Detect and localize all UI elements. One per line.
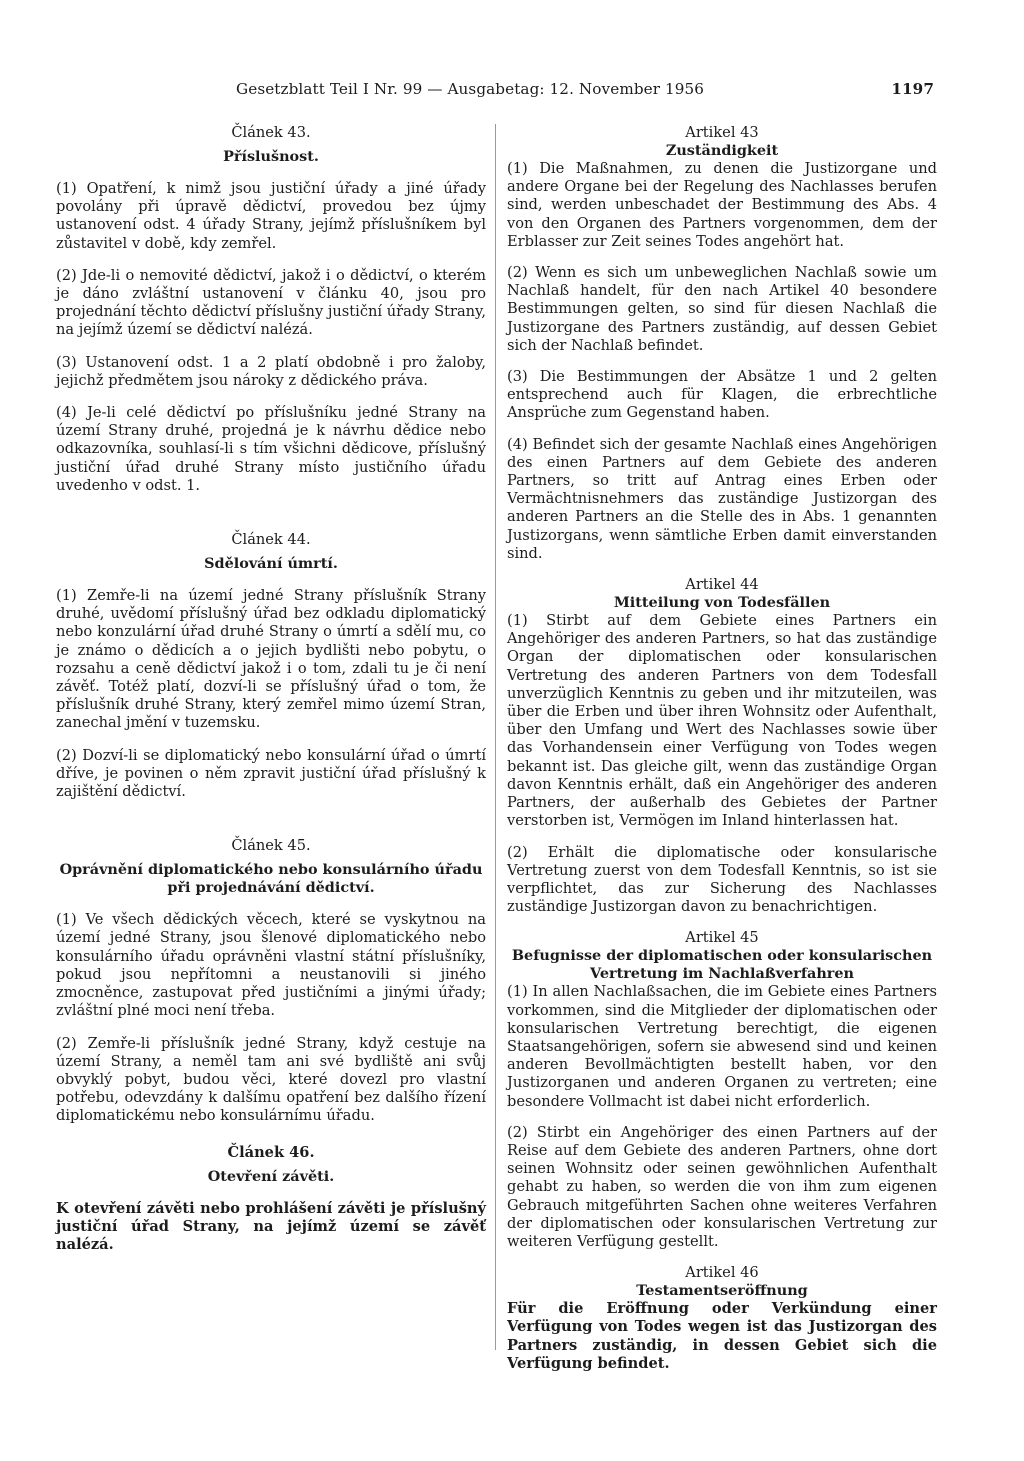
- article-46-label-de: Artikel 46: [685, 1264, 759, 1282]
- article-44-paragraph-2-de: (2) Erhält die diplomatische oder konsularische Vertretung zuerst von dem Todesfall Kenntnis, so ist sie verpflichtet, das zur Sicherung des Nachlasses zuständige Justizorgan davon zu benachrichtigen.: [507, 843, 937, 916]
- article-45-label-cz: Článek 45.: [231, 837, 311, 855]
- article-43-paragraph-1-de: (1) Die Maßnahmen, zu denen die Justizorgane und andere Organe bei der Regelung des Nachlasses berufen sind, werden unbeschadet der Bestimmung des Abs. 4 von den Organen des Partners vorgenommen, dem der Erblasser zur Zeit seines Todes angehört hat.: [507, 160, 937, 250]
- article-44-paragraph-1-de: (1) Stirbt auf dem Gebiete eines Partners ein Angehöriger des anderen Partners, so hat das zuständige Organ der diplomatischen oder konsularischen Vertretung des anderen Partners von dem Todesfall unverzüglich Kenntnis zu geben und ihr mitzuteilen, was über die Erben und über ihren Wohnsitz oder Aufenthalt, über den Umfang und Wert des Nachlasses sowie über das Vorhandensein einer Verfügung von Todes wegen bekannt ist. Das gleiche gilt, wenn das zuständige Organ davon Kenntnis erhält, daß ein Angehöriger des anderen Partners, der außerhalb des Gebietes der Partner verstorben ist, Vermögen im Inland hinterlassen hat.: [507, 612, 937, 830]
- article-43-paragraph-4-cz: (4) Je-li celé dědictví po příslušníku jedné Strany na území Strany druhé, projedná je k návrhu dědice nebo odkazovníka, souhlasí-li s tím všichni dědicove, příslušný justiční úřad druhé Strany místo justičního úřadu uvedenho v odst. 1.: [56, 404, 486, 494]
- article-46-label-cz: Článek 46.: [227, 1143, 315, 1161]
- article-44-paragraph-1-cz: (1) Zemře-li na území jedné Strany příslušník Strany druhé, uvědomí příslušný úřad bez odkladu diplomatický nebo konzulární úřad druhé Strany o úmrtí a sdělí mu, co je známo o dědicích a o jejich bydlišti nebo pobytu, o rozsahu a ceně dědictví jakož i o tom, zdali tu je či není závěť. Totéž platí, dozví-li se příslušný úřad o tom, že příslušník druhé Strany, který zemřel mimo území Stran, zanechal jmění v tuzemsku.: [56, 587, 486, 732]
- article-43-paragraph-2-cz: (2) Jde-li o nemovité dědictví, jakož i o dědictví, o kterém je dáno zvláštní ustanovení v článku 40, jsou pro projednání těchto dědictví příslušny justiční úřady Strany, na jejímž území se dědictví nalézá.: [56, 266, 486, 339]
- article-45-heading-line2-de: Vertretung im Nachlaßverfahren: [589, 965, 855, 983]
- article-43-paragraph-1-cz: (1) Opatření, k nimž jsou justiční úřady a jiné úřady povolány při úpravě dědictví, provedou bez újmy ustanovení odst. 4 úřady Strany, jejímž příslušníkem byl zůstavitel v době, kdy zemřel.: [56, 180, 486, 252]
- article-45-heading-line1-de: Befugnisse der diplomatischen oder konsularischen: [511, 947, 933, 965]
- article-45-heading-line2-cz: při projednávání dědictví.: [167, 879, 375, 897]
- article-45-paragraph-2-cz: (2) Zemře-li příslušník jedné Strany, když cestuje na území Strany, a neměl tam ani své bydliště ani svůj obvyklý pobyt, budou věci, které dovezl pro vlastní potřebu, odevzdány k dalšímu opatření bez dalšího řízení diplomatickému nebo konsulárnímu úřadu.: [56, 1034, 486, 1125]
- column-divider: [495, 124, 496, 1350]
- article-46-paragraph-1-cz: K otevření závěti nebo prohlášení závěti je příslušný justiční úřad Strany, na jejímž území se závěť nalézá.: [56, 1199, 486, 1253]
- article-45-paragraph-1-cz: (1) Ve všech dědických věcech, které se vyskytnou na území jedné Strany, jsou šlenové diplomatického nebo konsulárního úřadu oprávněni vlastní státní příslušníky, pokud jsou nepřítomni a neustanovili si jiného zmocněnce, zastupovat před justičními a jinými úřady; zvláštní plné moci není třeba.: [56, 911, 486, 1020]
- article-43-paragraph-3-cz: (3) Ustanovení odst. 1 a 2 platí obdobně i pro žaloby, jejichž předmětem jsou nároky z dědického práva.: [56, 353, 486, 389]
- article-44-label-cz: Článek 44.: [231, 531, 311, 549]
- article-45-heading-line1-cz: Oprávnění diplomatického nebo konsulárního úřadu: [59, 861, 483, 879]
- article-43-heading-de: Zuständigkeit: [665, 142, 779, 159]
- article-43-heading-cz: Příslušnost.: [223, 148, 319, 165]
- article-44-paragraph-2-cz: (2) Dozví-li se diplomatický nebo konsulární úřad o úmrtí dříve, je povinen o něm zpravit justiční úřad příslušný k zajištění dědictví.: [56, 746, 486, 801]
- article-46-heading-de: Testamentseröffnung: [636, 1282, 808, 1300]
- article-45-label-de: Artikel 45: [685, 929, 759, 947]
- page-header: [236, 80, 934, 102]
- article-44-heading-cz: Sdělování úmrtí.: [204, 555, 338, 573]
- article-43-label-de: Artikel 43: [685, 124, 759, 141]
- article-44-heading-de: Mitteilung von Todesfällen: [613, 594, 831, 612]
- page-number: 1197: [891, 80, 934, 98]
- article-46-paragraph-1-de: Für die Eröffnung oder Verkündung einer Verfügung von Todes wegen ist das Justizorgan des Partners zuständig, in dessen Gebiet sich die Verfügung befindet.: [507, 1300, 937, 1372]
- article-45-paragraph-1-de: (1) In allen Nachlaßsachen, die im Gebiete eines Partners vorkommen, sind die Mitglieder der diplomatischen oder konsularischen Vertretung berechtigt, die eigenen Staatsangehörigen, sofern sie abwesend sind und keinen anderen Bevollmächtigten bestellt haben, vor den Justizorganen und anderen Organen zu vertreten; eine besondere Vollmacht ist dabei nicht erforderlich.: [507, 983, 937, 1110]
- header-title: Gesetzblatt Teil I Nr. 99 — Ausgabetag: 12. November 1956: [236, 80, 705, 98]
- german-column: [507, 124, 937, 1373]
- czech-column: [56, 124, 486, 1254]
- article-46-heading-cz: Otevření závěti.: [207, 1167, 335, 1185]
- article-44-label-de: Artikel 44: [685, 576, 759, 594]
- article-43-paragraph-4-de: (4) Befindet sich der gesamte Nachlaß eines Angehörigen des einen Partners auf dem Gebiete des anderen Partners, so tritt auf Antrag eines Erben oder Vermächtnisnehmers das zuständige Justizorgan des anderen Partners an die Stelle des in Abs. 1 genannten Justizorgans, wenn sämtliche Erben damit einverstanden sind.: [507, 435, 937, 562]
- article-43-label-cz: Článek 43.: [231, 124, 311, 141]
- article-43-paragraph-3-de: (3) Die Bestimmungen der Absätze 1 und 2 gelten entsprechend auch für Klagen, die erbrechtliche Ansprüche zum Gegenstand haben.: [507, 368, 937, 422]
- article-43-paragraph-2-de: (2) Wenn es sich um unbeweglichen Nachlaß sowie um Nachlaß handelt, für den nach Artikel 40 besondere Bestimmungen gelten, so sind für diesen Nachlaß die Justizorgane des Partners zuständig, auf dessen Gebiet sich der Nachlaß befindet.: [507, 264, 937, 354]
- article-45-paragraph-2-de: (2) Stirbt ein Angehöriger des einen Partners auf der Reise auf dem Gebiete des anderen Partners, ohne dort seinen Wohnsitz oder seinen gewöhnlichen Aufenthalt gehabt zu haben, so werden die von ihm zum eigenen Gebrauch mitgeführten Sachen ohne weiteres Verfahren der diplomatischen oder konsularischen Vertretung zur weiteren Verfügung gestellt.: [507, 1123, 937, 1250]
